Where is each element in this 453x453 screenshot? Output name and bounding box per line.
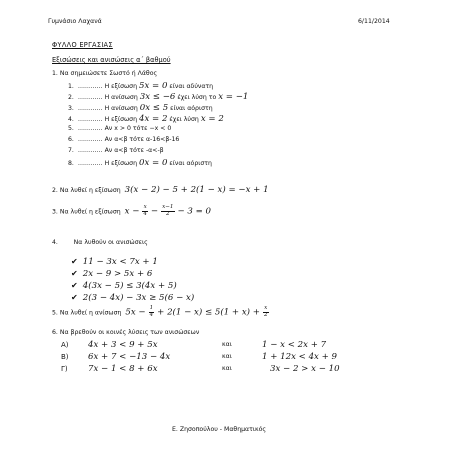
q6-conj: και [222, 341, 232, 348]
q4-item: ✔ 4(3x − 5) ≤ 3(4x + 5) [71, 281, 177, 291]
q1-item: 5. ………… Αν x > 0 τότε −x < 0 [68, 125, 172, 132]
q5: 5. Να λυθεί η ανίσωση 5x − $\frac{1}{4}$ + 2(1 − x) ≤ 5(1 + x) + $\frac{x}{2}$ [52, 305, 268, 318]
q1-item: 6. ………… Αν α<β τότε α-16<β-16 [68, 136, 180, 143]
fraction: $\frac{x-1}{2}$ [162, 204, 174, 217]
footer: Ε. Ζησοπούλου - Μαθηματικός [172, 426, 267, 433]
school-name: Γυμνάσιο Λαχανά [48, 18, 102, 25]
fraction: $\frac{x}{2}$ [263, 305, 268, 318]
q4-item: ✔ 2(3 − 4x) − 3x ≥ 5(6 − x) [71, 293, 195, 303]
date: 6/11/2014 [358, 18, 390, 25]
q4-item: ✔ 11 − 3x < 7x + 1 [71, 257, 158, 267]
q6-left: 4x + 3 < 9 + 5x [88, 340, 158, 350]
q4-heading: 4. Να λυθούν οι ανισώσεις [52, 239, 148, 246]
q1-item: 1. ………… Η εξίσωση 5x = 0 είναι αδύνατη [68, 81, 214, 91]
q6-left: 6x + 7 < −13 − 4x [88, 352, 171, 362]
q1-item: 4. ………… Η εξίσωση 4x = 2 έχει λύση x = 2 [68, 114, 224, 124]
q1-item: 8. ………… Η εξίσωση 0x = 0 είναι αόριστη [68, 158, 212, 168]
q6-right: 1 + 12x < 4x + 9 [262, 352, 338, 362]
page-subtitle: Εξισώσεις και ανισώσεις α΄ βαθμού [52, 56, 171, 64]
fraction: $\frac{x}{4}$ [143, 204, 147, 217]
q6-left: 7x − 1 < 8 + 6x [88, 364, 158, 374]
q6-row: Α) [61, 341, 69, 349]
q6-row: Γ) [61, 365, 68, 373]
q6-row: Β) [61, 353, 69, 361]
q3: 3. Να λυθεί η εξίσωση x − $\frac{x}{4}$ − $\frac{x-1}{2}$ − 3 = 0 [52, 204, 212, 217]
q4-item: ✔ 2x − 9 > 5x + 6 [71, 269, 153, 279]
q1-item: 3. ………… Η ανίσωση 0x ≤ 5 είναι αόριστη [68, 103, 213, 113]
q6-conj: και [222, 353, 232, 360]
checkmark-icon: ✔ [71, 281, 78, 290]
q1-item: 7. ………… Αν α<β τότε -α<-β [68, 147, 164, 154]
checkmark-icon: ✔ [71, 257, 78, 266]
page-title: ΦΥΛΛΟ ΕΡΓΑΣΙΑΣ [52, 41, 113, 49]
q6-conj: και [222, 365, 232, 372]
fraction: $\frac{1}{4}$ [149, 305, 154, 318]
q2: 2. Να λυθεί η εξίσωση 3(x − 2) − 5 + 2(1 − x) = −x + 1 [52, 185, 269, 195]
q1-item: 2. ………… Η ανίσωση 3x ≤ −6 έχει λύση το x = −1 [68, 92, 249, 102]
checkmark-icon: ✔ [71, 269, 78, 278]
q6-right: 1 − x < 2x + 7 [262, 340, 327, 350]
checkmark-icon: ✔ [71, 293, 78, 302]
q6-right: 3x − 2 > x − 10 [270, 364, 340, 374]
q1-heading: 1. Να σημειώσετε Σωστό ή Λάθος [52, 70, 158, 77]
q6-heading: 6. Να βρεθούν οι κοινές λύσεις των ανισώσεων [52, 329, 200, 336]
